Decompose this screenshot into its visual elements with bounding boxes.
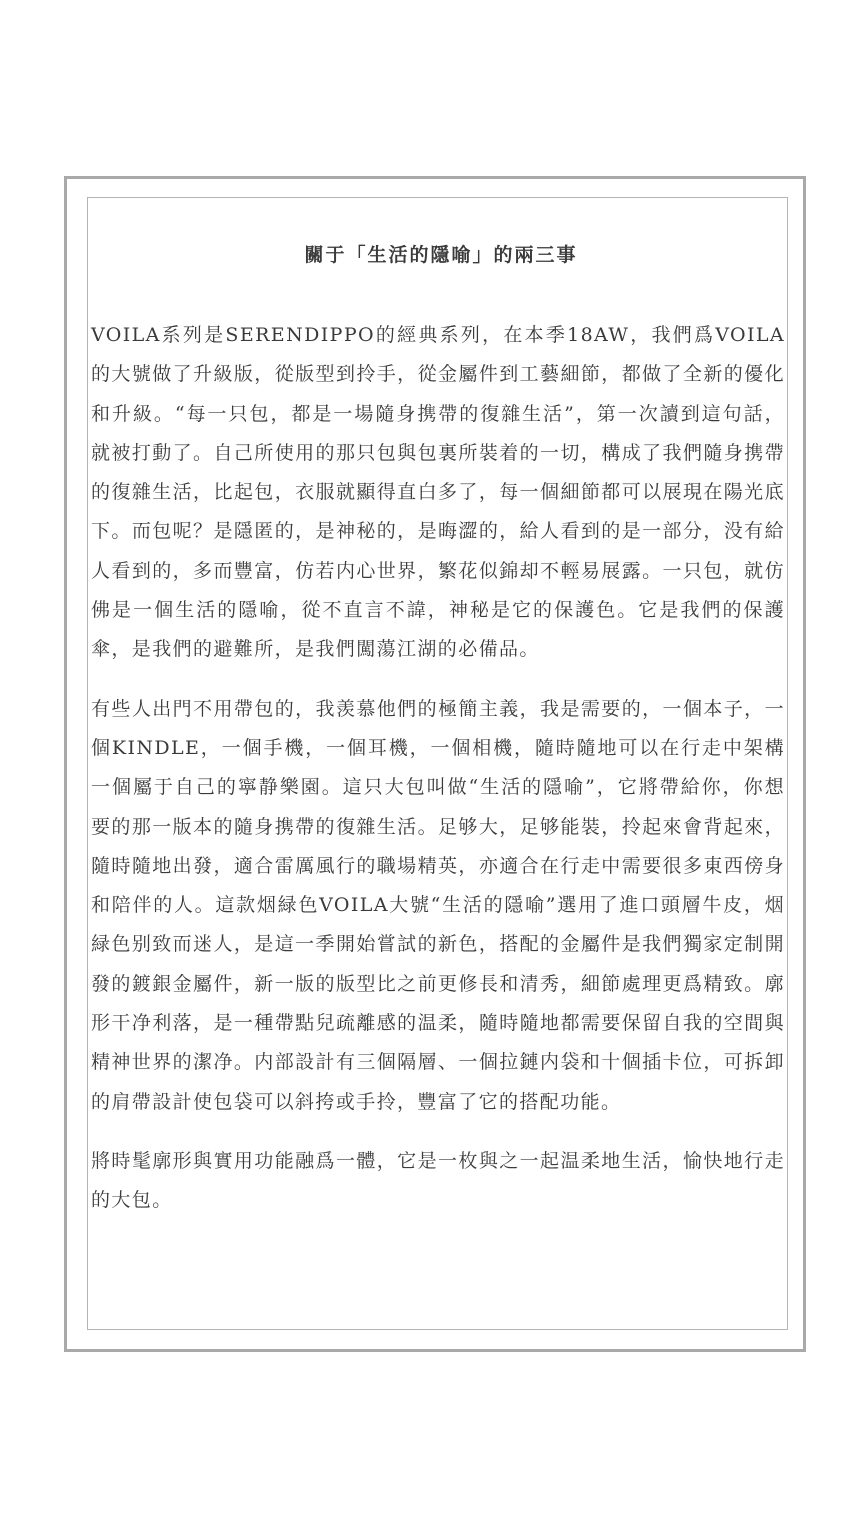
paragraph-1: VOILA系列是SERENDIPPO的經典系列，在本季18AW，我們爲VOILA的大號做了升級版，從版型到拎手，從金屬件到工藝細節，都做了全新的優化和升級。“每一只包，都是一場隨身携帶的復雜生活”，第一次讀到這句話，就被打動了。自己所使用的那只包與包裏所裝着的一切，構成了我們隨身携帶的復雜生活，比起包，衣服就顯得直白多了，每一個細節都可以展現在陽光底下。而包呢？是隱匿的，是神秘的，是晦澀的，給人看到的是一部分，没有給人看到的，多而豐富，仿若内心世界，繁花似錦却不輕易展露。一只包，就仿佛是一個生活的隱喻，從不直言不諱，神秘是它的保護色。它是我們的保護傘，是我們的避難所，是我們闖蕩江湖的必備品。 [91, 324, 785, 661]
paragraph-spacer [91, 670, 785, 690]
paragraph-2: 有些人出門不用帶包的，我羡慕他們的極簡主義，我是需要的，一個本子，一個KINDLE，一個手機，一個耳機，一個相機，隨時隨地可以在行走中架構一個屬于自己的寧静樂園。這只大包叫做“生活的隱喻”，它將帶給你，你想要的那一版本的隨身携帶的復雜生活。足够大，足够能裝，拎起來會背起來，隨時隨地出發，適合雷厲風行的職場精英，亦適合在行走中需要很多東西傍身和陪伴的人。這款烟緑色VOILA大號“生活的隱喻”選用了進口頭層牛皮，烟緑色别致而迷人，是這一季開始嘗試的新色，搭配的金屬件是我們獨家定制開發的鍍銀金屬件，新一版的版型比之前更修長和清秀，細節處理更爲精致。廓形干净利落，是一種帶點兒疏離感的温柔，隨時隨地都需要保留自我的空間與精神世界的潔净。内部設計有三個隔層、一個拉鏈内袋和十個插卡位，可拆卸的肩帶設計使包袋可以斜挎或手拎，豐富了它的搭配功能。 [91, 697, 785, 1113]
article-title: 關于「生活的隱喻」的兩三事 [304, 244, 578, 266]
article-body [91, 236, 785, 1221]
paragraph-spacer [91, 1122, 785, 1142]
paragraph-3: 將時髦廓形與實用功能融爲一體，它是一枚與之一起温柔地生活，愉快地行走的大包。 [91, 1149, 785, 1212]
